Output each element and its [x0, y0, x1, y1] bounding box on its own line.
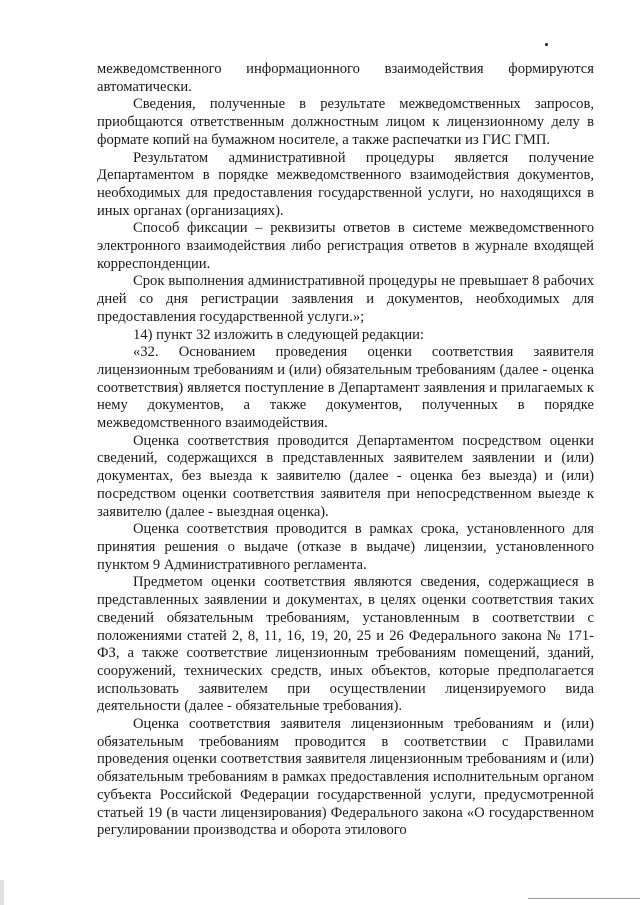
paragraph-assessment-method: Оценка соответствия проводится Департаментом посредством оценки сведений, содержащихся в представленных заявителем заявлении и (или) документах, без выезда к заявителю (далее - оценка без выезда) и (или) посредством оценки соответствия заявителя при непосредственном выезде к заявителю (далее - выездная оценка).	[97, 432, 594, 520]
page-mark-dot	[545, 43, 548, 46]
paragraph-fixation-method: Способ фиксации – реквизиты ответов в системе межведомственного электронного взаимодействия либо регистрация ответов в журнале входящей корреспонденции.	[97, 220, 594, 272]
paragraph-procedure-result: Результатом административной процедуры является получение Департаментом в порядке межведомственного взаимодействия документов, необходимых для предоставления государственной услуги, но находящихся в иных органах (организациях).	[97, 149, 594, 219]
paragraph-interagency-info: Сведения, полученные в результате межведомственных запросов, приобщаются ответственным должностным лицом к лицензионному делу в формате копий на бумажном носителе, а также распечатки из ГИС ГМП.	[97, 96, 594, 148]
paragraph-item-14: 14) пункт 32 изложить в следующей редакции:	[133, 326, 424, 343]
scan-artifact-line	[528, 898, 640, 899]
paragraph-point-32: «32. Основанием проведения оценки соответствия заявителя лицензионным требованиям и (или) обязательным требованиям (далее - оценка соответствия) является поступление в Департамент заявления и прилагаемых к нему документов, а также документов, полученных в порядке межведомственного взаимодействия.	[97, 344, 594, 432]
document-body	[97, 61, 594, 840]
paragraph-assessment-term: Оценка соответствия проводится в рамках срока, установленного для принятия решения о выдаче (отказе в выдаче) лицензии, установленного пунктом 9 Административного регламента.	[97, 521, 594, 573]
paragraph-assessment-subject: Предметом оценки соответствия являются сведения, содержащиеся в представленных заявлении и документах, в целях оценки соответствия таких сведений обязательным требованиям, установленным в соответствии с положениями статей 2, 8, 11, 16, 19, 20, 25 и 26 Федерального закона № 171-ФЗ, а также соответствие лицензионным требованиям помещений, зданий, сооружений, технических средств, иных объектов, которые предполагается использовать заявителем при осуществлении лицензируемого вида деятельности (далее - обязательные требования).	[97, 574, 594, 715]
paragraph-continuation: межведомственного информационного взаимодействия формируются автоматически.	[97, 61, 594, 95]
paragraph-procedure-deadline: Срок выполнения административной процедуры не превышает 8 рабочих дней со дня регистрации заявления и документов, необходимых для предоставления государственной услуги.»;	[97, 273, 594, 325]
paragraph-assessment-rules: Оценка соответствия заявителя лицензионным требованиям и (или) обязательным требованиям проводится в соответствии с Правилами проведения оценки соответствия заявителя лицензионным требованиям и (или) обязательным требованиям в рамках предоставления исполнительным органом субъекта Российской Федерации государственной услуги, предусмотренной статьей 19 (в части лицензирования) Федерального закона «О государственном регулировании производства и оборота этилового	[97, 716, 594, 839]
scan-artifact-edge	[0, 880, 4, 905]
